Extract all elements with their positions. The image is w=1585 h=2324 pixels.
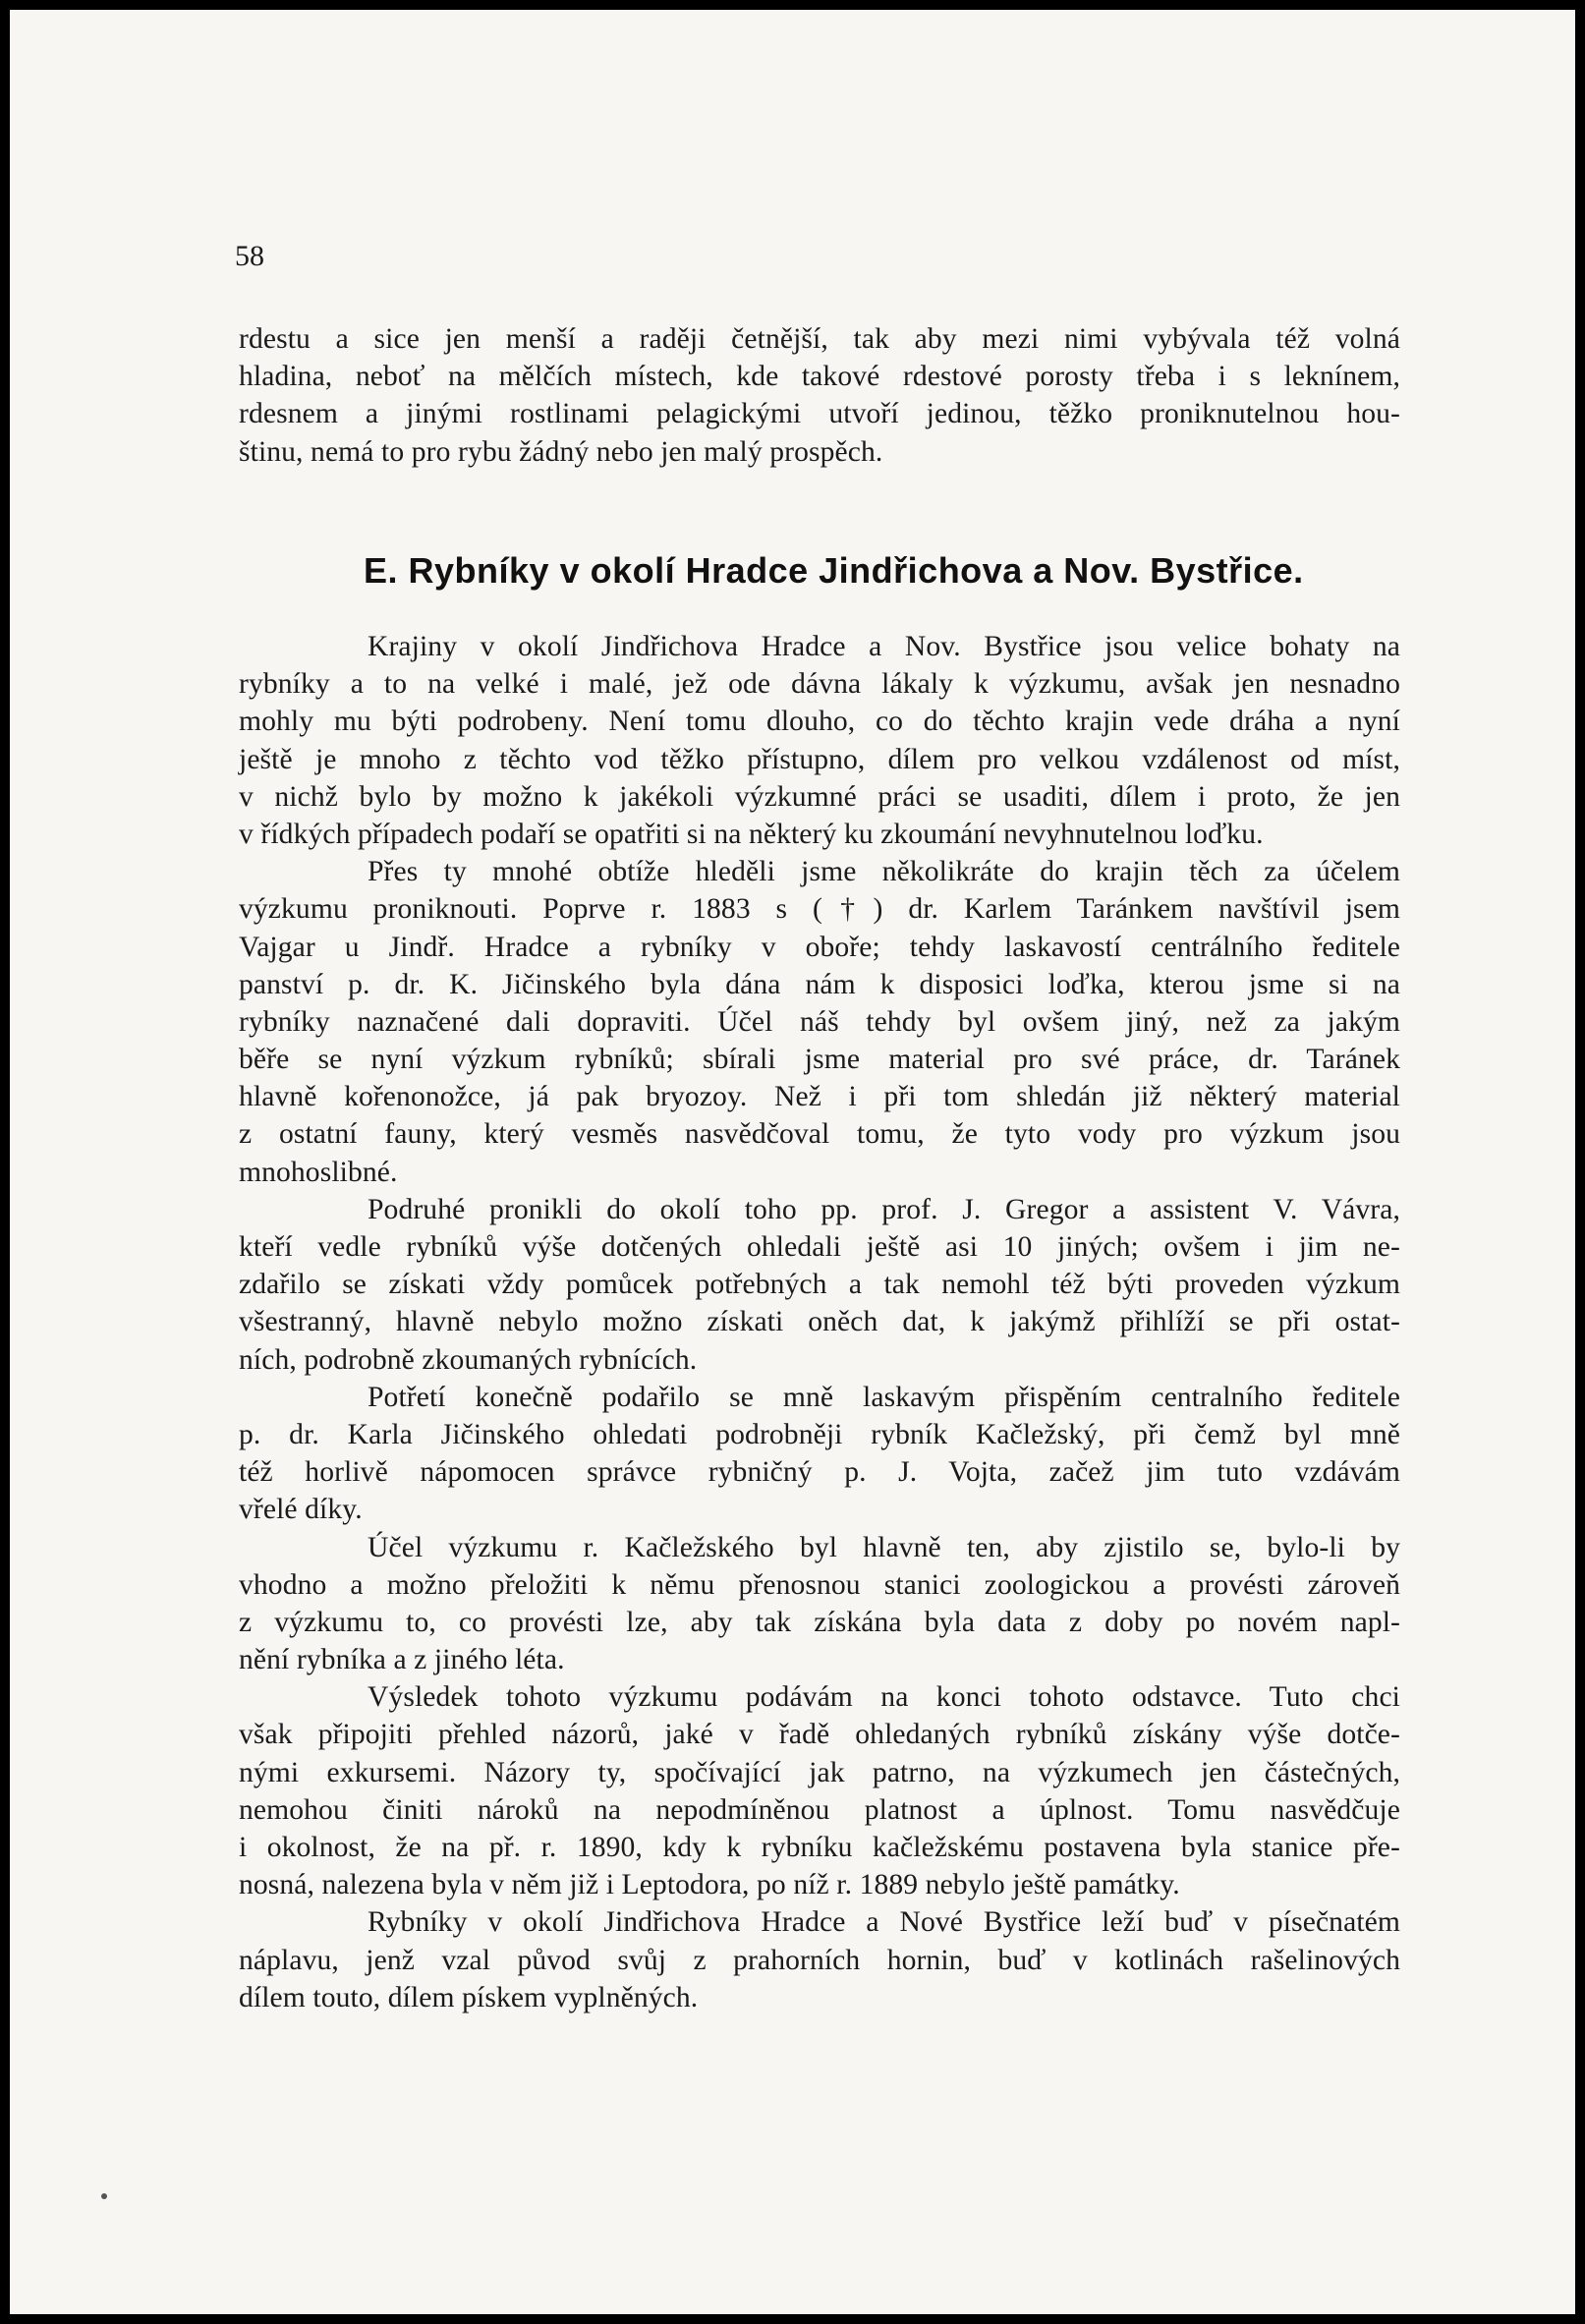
text-line: z výzkumu to, co provésti lze, aby tak získána byla data z doby po novém napl- — [239, 1606, 1400, 1638]
text-line: Podruhé pronikli do okolí toho pp. prof. J. Gregor a assistent V. Vávra, — [368, 1193, 1400, 1225]
text-line: ních, podrobně zkoumaných rybnících. — [239, 1343, 698, 1376]
text-line: však připojiti přehled názorů, jaké v řadě ohledaných rybníků získány výše dotče- — [239, 1719, 1400, 1751]
text-line: všestranný, hlavně nebylo možno získati oněch dat, k jakýmž přihlíží se při ostat- — [239, 1306, 1400, 1338]
text-line: štinu, nemá to pro rybu žádný nebo jen malý prospěch. — [239, 435, 883, 468]
text-line: zdařilo se získati vždy pomůcek potřebných a tak nemohl též býti proveden výzkum — [239, 1269, 1400, 1301]
text-line: hladina, neboť na mělčích místech, kde takové rdestové porosty třeba i s leknínem, — [239, 361, 1400, 393]
page-number: 58 — [235, 240, 264, 272]
text-line: Krajiny v okolí Jindřichova Hradce a Nov. Bystřice jsou velice bohaty na — [368, 631, 1400, 662]
text-line: Přes ty mnohé obtíže hleděli jsme několikráte do krajin těch za účelem — [368, 856, 1400, 888]
scan-speck — [101, 2193, 107, 2199]
text-line: Rybníky v okolí Jindřichova Hradce a Nové Bystřice leží buď v písečnatém — [368, 1906, 1400, 1939]
text-line: panství p. dr. K. Jičinského byla dána nám k disposici loďka, kterou jsme si na — [239, 968, 1400, 1000]
text-line: nými exkursemi. Názory ty, spočívající jak patrno, na výzkumech jen částečných, — [239, 1756, 1400, 1788]
text-line: rybníky a to na velké i malé, jež ode dávna lákaly k výzkumu, avšak jen nesnadno — [239, 668, 1400, 701]
text-line: nemohou činiti nároků na nepodmíněnou platnost a úplnost. Tomu nasvědčuje — [239, 1793, 1400, 1826]
text-line: nosná, nalezena byla v něm již i Leptodora, po níž r. 1889 nebylo ještě památky. — [239, 1869, 1180, 1901]
text-line: mohly mu býti podrobeny. Není tomu dlouho, co do těchto krajin vede dráha a nyní — [239, 706, 1400, 738]
text-line: i okolnost, že na př. r. 1890, kdy k rybníku kačležskému postavena byla stanice pře- — [239, 1832, 1400, 1863]
text-line: rdestu a sice jen menší a raději četnější, tak aby mezi nimi vybývala též volná — [239, 323, 1400, 355]
text-line: kteří vedle rybníků výše dotčených ohledali ještě asi 10 jiných; ovšem i jim ne- — [239, 1231, 1400, 1263]
text-line: dílem touto, dílem pískem vyplněných. — [239, 1981, 699, 2013]
text-line: vhodno a možno přeložiti k němu přenosnou stanici zoologickou a provésti zároveň — [239, 1568, 1400, 1601]
text-line: náplavu, jenž vzal původ svůj z prahorních hornin, buď v kotlinách rašelinových — [239, 1944, 1400, 1976]
text-line: Účel výzkumu r. Kačležského byl hlavně ten, aby zjistilo se, bylo-li by — [368, 1531, 1400, 1563]
document-page — [10, 10, 1575, 2314]
text-line: nění rybníka a z jiného léta. — [239, 1644, 565, 1676]
text-line: běře se nyní výzkum rybníků; sbírali jsme material pro své práce, dr. Taránek — [239, 1044, 1400, 1076]
section-heading: E. Rybníky v okolí Hradce Jindřichova a Nov. Bystřice. — [364, 550, 1304, 591]
text-line: Vajgar u Jindř. Hradce a rybníky v oboře; tehdy laskavostí centrálního ředitele — [239, 931, 1400, 963]
text-line: p. dr. Karla Jičinského ohledati podrobněji rybník Kačležský, při čemž byl mně — [239, 1418, 1400, 1450]
text-line: vřelé díky. — [239, 1494, 363, 1526]
text-line: z ostatní fauny, který vesměs nasvědčoval tomu, že tyto vody pro výzkum jsou — [239, 1118, 1400, 1151]
text-line: mnohoslibné. — [239, 1156, 398, 1188]
text-line: rybníky naznačené dali dopraviti. Účel náš tehdy byl ovšem jiný, než za jakým — [239, 1005, 1400, 1038]
text-line: rdesnem a jinými rostlinami pelagickými utvoří jedinou, těžko proniknutelnou hou- — [239, 398, 1400, 430]
text-line: hlavně kořenonožce, já pak bryozoy. Než i při tom shledán již některý material — [239, 1081, 1400, 1113]
text-line: v řídkých případech podaří se opatřiti si na některý ku zkoumání nevyhnutelnou loďku. — [239, 818, 1264, 850]
text-line: Výsledek tohoto výzkumu podávám na konci tohoto odstavce. Tuto chci — [368, 1681, 1400, 1714]
text-line: ještě je mnoho z těchto vod těžko přístupno, dílem pro velkou vzdálenost od míst, — [239, 743, 1400, 775]
text-line: Potřetí konečně podařilo se mně laskavým přispěním centralního ředitele — [368, 1381, 1400, 1413]
intro-paragraph — [239, 320, 1400, 471]
body-text — [239, 628, 1400, 2016]
text-line: též horlivě nápomocen správce rybničný p. J. Vojta, začež jim tuto vzdávám — [239, 1456, 1400, 1489]
text-line: v nichž bylo by možno k jakékoli výzkumné práci se usaditi, dílem i proto, že jen — [239, 780, 1400, 813]
text-line: výzkumu proniknouti. Poprve r. 1883 s (†) dr. Karlem Taránkem navštívil jsem — [239, 893, 1400, 926]
